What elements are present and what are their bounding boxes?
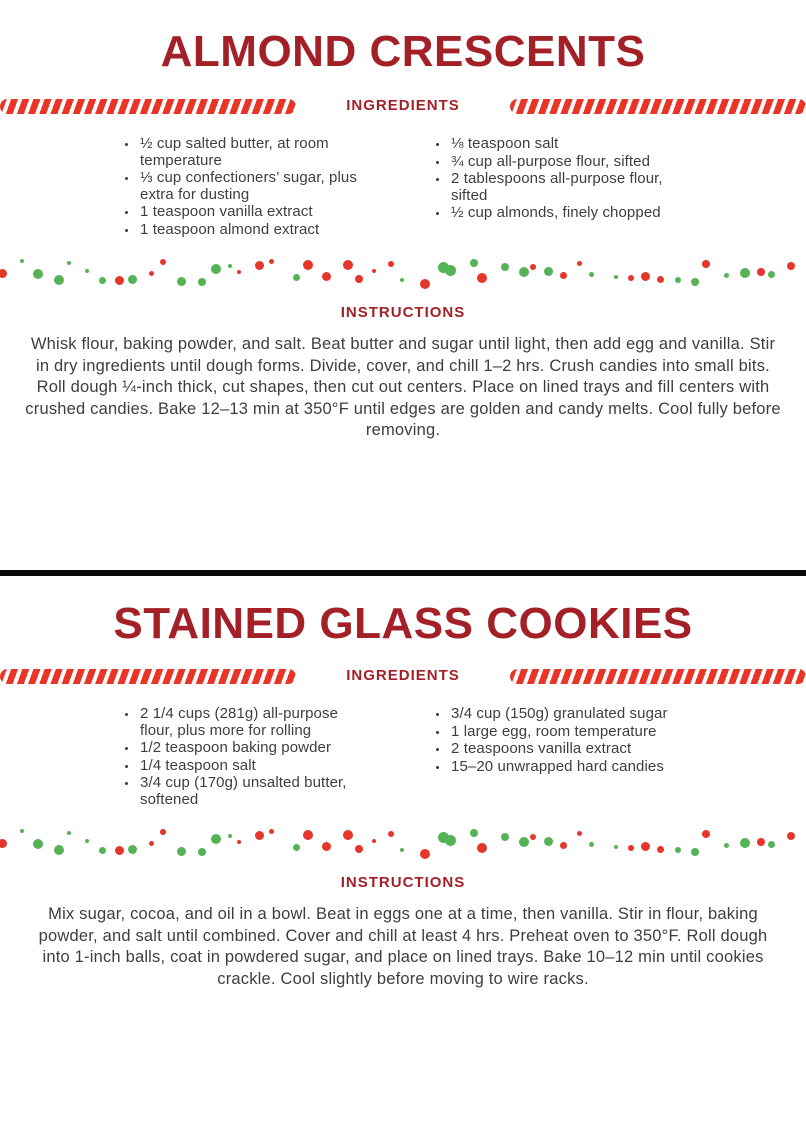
festive-dot: [691, 848, 699, 856]
instructions-heading: INSTRUCTIONS: [340, 304, 466, 321]
festive-dot: [757, 268, 765, 276]
festive-dot: [99, 847, 106, 854]
festive-dot: [787, 832, 795, 840]
festive-dot: [237, 270, 241, 274]
festive-dot: [255, 831, 264, 840]
candy-cane-stripe-icon: [510, 669, 806, 684]
festive-dot: [198, 278, 206, 286]
festive-dot: [560, 272, 567, 279]
festive-dot: [237, 840, 241, 844]
ingredient-item: • 3/4 cup (170g) unsalted butter, softened: [138, 775, 375, 808]
festive-dot: [372, 269, 376, 273]
festive-dot: [577, 261, 582, 266]
ingredients-column-right: [431, 136, 686, 239]
festive-dot: [322, 272, 331, 281]
ingredients-list: [120, 136, 686, 239]
festive-dot: [501, 263, 509, 271]
festive-dot: [724, 843, 729, 848]
festive-dot: [33, 269, 43, 279]
festive-dot: [614, 275, 618, 279]
ingredients-column-right: [431, 706, 686, 809]
festive-dot: [293, 844, 300, 851]
festive-dot: [641, 842, 650, 851]
festive-dot: [355, 845, 363, 853]
ingredient-item: • 1/2 teaspoon baking powder: [138, 740, 375, 757]
ingredient-item: • 3/4 cup (150g) granulated sugar: [449, 706, 686, 723]
festive-dot: [20, 259, 24, 263]
festive-dot: [614, 845, 618, 849]
ingredients-list: [120, 706, 686, 809]
festive-dot: [420, 279, 430, 289]
festive-dot: [115, 276, 124, 285]
festive-dot: [322, 842, 331, 851]
festive-dot: [128, 845, 137, 854]
festive-dot: [577, 831, 582, 836]
festive-dot: [641, 272, 650, 281]
festive-dot: [149, 271, 154, 276]
festive-dots-divider: [0, 823, 806, 859]
festive-dot: [54, 845, 64, 855]
festive-dot: [355, 275, 363, 283]
festive-dot: [33, 839, 43, 849]
festive-dot: [269, 259, 274, 264]
festive-dot: [303, 260, 313, 270]
ingredient-item: • 1 teaspoon almond extract: [138, 222, 375, 239]
instructions-text: Whisk flour, baking powder, and salt. Beat butter and sugar until light, then add egg and vanilla. Stir in dry ingredients until dough forms. Divide, cover, and chill 1–2 hrs. Crush candies into small bits. Roll dough ¼-inch thick, cut shapes, then cut out centers. Place on lined trays and fill centers with crushed candies. Bake 12–13 min at 350°F until edges are golden and candy melts. Cool fully before removing.: [25, 335, 781, 439]
ingredient-item: • 1 teaspoon vanilla extract: [138, 204, 375, 221]
ingredients-header-row: [0, 98, 806, 114]
ingredient-item: • ⅓ cup confectioners’ sugar, plus extra for dusting: [138, 170, 375, 203]
festive-dot: [67, 831, 71, 835]
festive-dot: [255, 261, 264, 270]
festive-dot: [343, 260, 353, 270]
festive-dot: [445, 835, 456, 846]
festive-dot: [388, 831, 394, 837]
festive-dot: [445, 265, 456, 276]
festive-dot: [67, 261, 71, 265]
instructions-text: Mix sugar, cocoa, and oil in a bowl. Beat in eggs one at a time, then vanilla. Stir in flour, baking powder, and salt until combined. Cover and chill at least 4 hrs. Preheat oven to 350°F. Roll dough into 1-inch balls, coat in powdered sugar, and place on lined trays. Bake 10–12 min until cookies crackle. Cool slightly before moving to wire racks.: [38, 905, 768, 988]
ingredient-item: • 1/4 teaspoon salt: [138, 758, 375, 775]
festive-dot: [269, 829, 274, 834]
festive-dot: [343, 830, 353, 840]
festive-dot: [675, 277, 681, 283]
ingredients-column-left: [120, 706, 375, 809]
festive-dot: [160, 829, 166, 835]
festive-dot: [628, 845, 634, 851]
festive-dot: [544, 267, 553, 276]
festive-dot: [149, 841, 154, 846]
festive-dot: [691, 278, 699, 286]
ingredient-item: • 2 teaspoons vanilla extract: [449, 741, 686, 758]
ingredient-item: • ⅛ teaspoon salt: [449, 136, 686, 153]
festive-dot: [519, 837, 529, 847]
ingredient-item: • ¾ cup all-purpose flour, sifted: [449, 154, 686, 171]
festive-dot: [400, 848, 404, 852]
festive-dot: [477, 273, 487, 283]
festive-dot: [768, 841, 775, 848]
festive-dot: [530, 834, 536, 840]
festive-dot: [420, 849, 430, 859]
instructions-heading: INSTRUCTIONS: [340, 874, 466, 891]
festive-dot: [388, 261, 394, 267]
festive-dot: [160, 259, 166, 265]
festive-dot: [228, 834, 232, 838]
festive-dot: [740, 268, 750, 278]
festive-dot: [54, 275, 64, 285]
ingredient-item: • 1 large egg, room temperature: [449, 724, 686, 741]
ingredients-heading: INGREDIENTS: [346, 667, 460, 684]
festive-dot: [589, 842, 594, 847]
festive-dot: [400, 278, 404, 282]
festive-dot: [0, 839, 7, 848]
festive-dot: [560, 842, 567, 849]
festive-dot: [0, 269, 7, 278]
candy-cane-stripe-icon: [510, 99, 806, 114]
ingredient-item: • ½ cup salted butter, at room temperature: [138, 136, 375, 169]
candy-cane-stripe-icon: [0, 669, 296, 684]
festive-dot: [198, 848, 206, 856]
festive-dot: [177, 277, 186, 286]
festive-dot: [628, 275, 634, 281]
festive-dot: [530, 264, 536, 270]
recipe-section-stained-glass-cookies: [0, 576, 806, 1140]
festive-dot: [589, 272, 594, 277]
ingredient-item: • 2 1/4 cups (281g) all-purpose flour, plus more for rolling: [138, 706, 375, 739]
festive-dot: [177, 847, 186, 856]
festive-dot: [724, 273, 729, 278]
festive-dot: [115, 846, 124, 855]
festive-dot: [211, 834, 221, 844]
festive-dot: [470, 829, 478, 837]
festive-dot: [99, 277, 106, 284]
festive-dot: [228, 264, 232, 268]
festive-dot: [702, 830, 710, 838]
festive-dot: [211, 264, 221, 274]
festive-dot: [85, 839, 89, 843]
ingredient-item: • 2 tablespoons all-purpose flour, sifted: [449, 171, 686, 204]
festive-dot: [470, 259, 478, 267]
festive-dot: [657, 846, 664, 853]
festive-dot: [128, 275, 137, 284]
festive-dot: [657, 276, 664, 283]
ingredient-item: • ½ cup almonds, finely chopped: [449, 205, 686, 222]
festive-dot: [303, 830, 313, 840]
festive-dot: [757, 838, 765, 846]
festive-dot: [372, 839, 376, 843]
ingredients-header-row: [0, 668, 806, 684]
festive-dot: [519, 267, 529, 277]
festive-dot: [477, 843, 487, 853]
recipe-title: STAINED GLASS COOKIES: [113, 599, 693, 648]
festive-dot: [675, 847, 681, 853]
festive-dot: [544, 837, 553, 846]
ingredient-item: • 15–20 unwrapped hard candies: [449, 759, 686, 776]
festive-dot: [293, 274, 300, 281]
ingredients-heading: INGREDIENTS: [346, 97, 460, 114]
recipe-title: ALMOND CRESCENTS: [160, 27, 646, 76]
festive-dot: [702, 260, 710, 268]
festive-dot: [740, 838, 750, 848]
candy-cane-stripe-icon: [0, 99, 296, 114]
festive-dot: [501, 833, 509, 841]
festive-dots-divider: [0, 253, 806, 289]
festive-dot: [787, 262, 795, 270]
ingredients-column-left: [120, 136, 375, 239]
festive-dot: [85, 269, 89, 273]
festive-dot: [768, 271, 775, 278]
festive-dot: [20, 829, 24, 833]
